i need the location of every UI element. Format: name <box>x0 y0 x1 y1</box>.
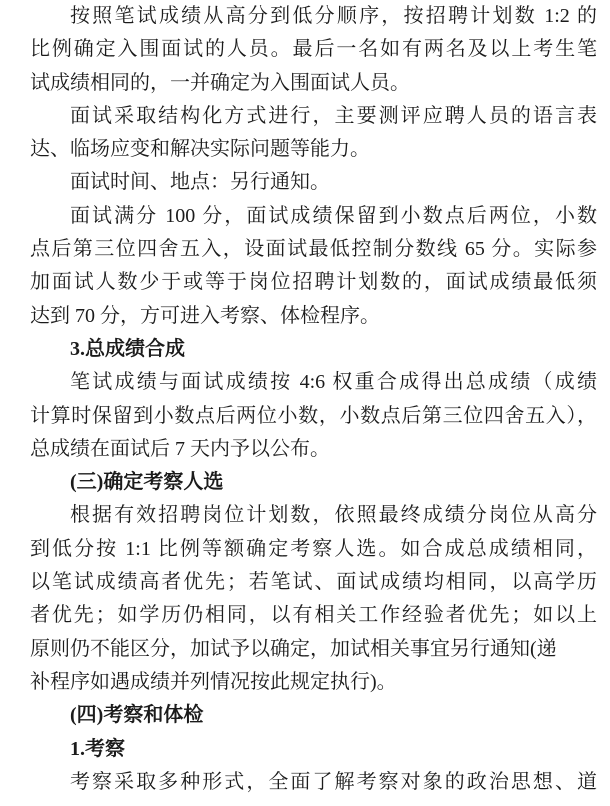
text-line: 笔试成绩与面试成绩按 4:6 权重合成得出总成绩（成绩 <box>70 371 597 394</box>
text-line: 面试时间、地点：另行通知。 <box>70 171 330 194</box>
heading-line: (四)考察和体检 <box>70 704 204 727</box>
text-line: 以笔试成绩高者优先；若笔试、面试成绩均相同，以高学历 <box>30 571 597 594</box>
text-line: 比例确定入围面试的人员。最后一名如有两名及以上考生笔 <box>30 38 597 61</box>
heading-line: 3.总成绩合成 <box>70 337 185 360</box>
heading-line: (三)确定考察人选 <box>70 471 224 494</box>
text-line: 总成绩在面试后 7 天内予以公布。 <box>30 437 330 460</box>
text-line: 达到 70 分，方可进入考察、体检程序。 <box>30 304 380 327</box>
text-line: 试成绩相同的，一并确定为入围面试人员。 <box>30 71 410 94</box>
text-line: 点后第三位四舍五入，设面试最低控制分数线 65 分。实际参 <box>30 238 597 261</box>
heading-line: 1.考察 <box>70 737 125 760</box>
text-line: 考察采取多种形式，全面了解考察对象的政治思想、道 <box>70 770 597 793</box>
text-line: 者优先；如学历仍相同，以有相关工作经验者优先；如以上 <box>30 604 597 627</box>
text-line: 根据有效招聘岗位计划数，依照最终成绩分岗位从高分 <box>70 504 597 527</box>
text-line: 面试采取结构化方式进行，主要测评应聘人员的语言表 <box>70 104 597 127</box>
text-line: 面试满分 100 分，面试成绩保留到小数点后两位，小数 <box>70 204 597 227</box>
text-line: 加面试人数少于或等于岗位招聘计划数的，面试成绩最低须 <box>30 271 597 294</box>
text-line: 计算时保留到小数点后两位小数，小数点后第三位四舍五入）， <box>30 404 597 427</box>
text-line: 原则仍不能区分，加试予以确定，加试相关事宜另行通知(递 <box>30 637 557 660</box>
text-line: 达、临场应变和解决实际问题等能力。 <box>30 138 370 161</box>
text-line: 到低分按 1:1 比例等额确定考察人选。如合成总成绩相同， <box>30 537 597 560</box>
text-line: 按照笔试成绩从高分到低分顺序，按招聘计划数 1:2 的 <box>70 5 597 27</box>
document-body <box>30 0 597 799</box>
text-line: 补程序如遇成绩并列情况按此规定执行)。 <box>30 670 397 693</box>
